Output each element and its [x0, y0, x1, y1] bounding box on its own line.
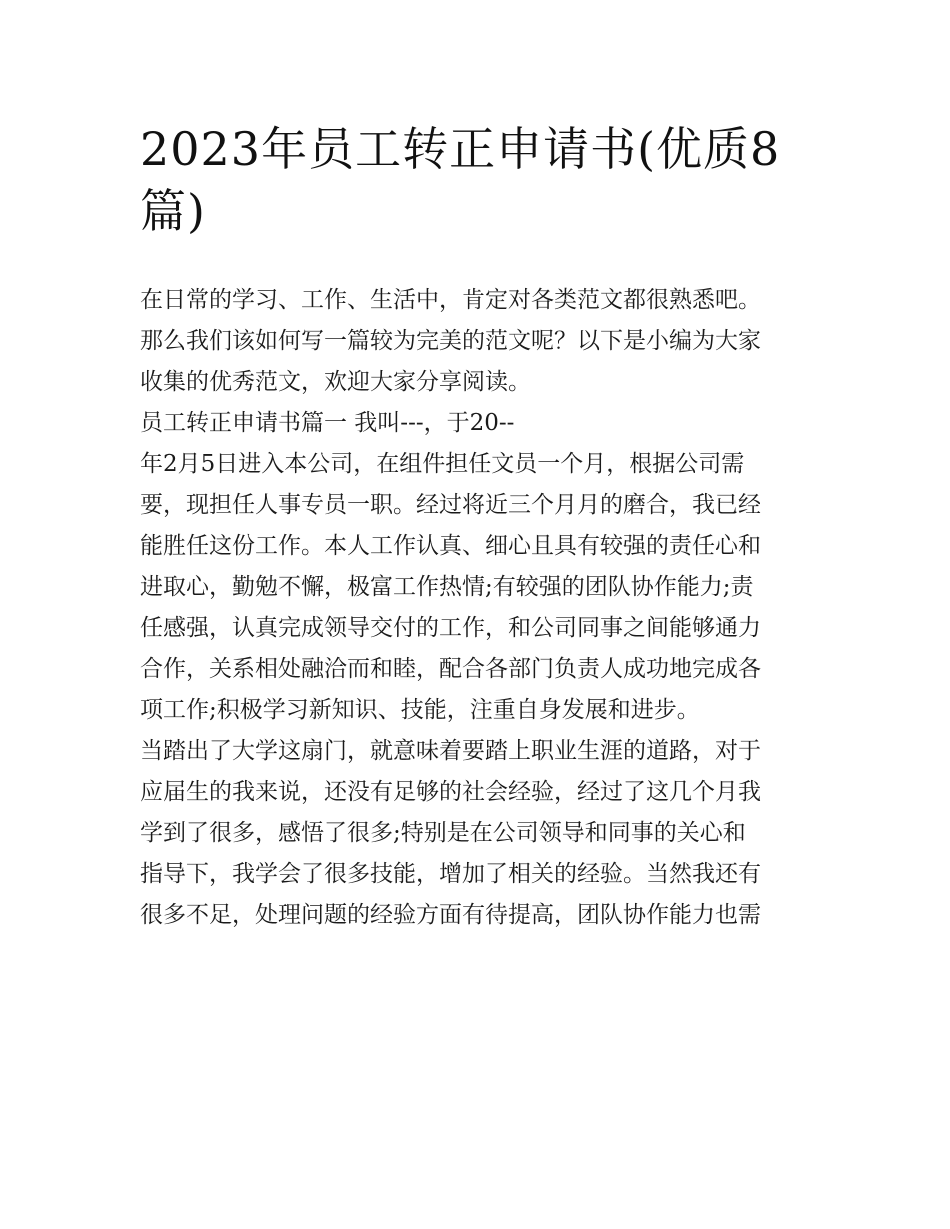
body-line: 项工作;积极学习新知识、技能，注重自身发展和进步。 — [140, 697, 700, 723]
body-line: 年2月5日进入本公司，在组件担任文员一个月，根据公司需 — [140, 451, 745, 477]
body-line: 那么我们该如何写一篇较为完美的范文呢？以下是小编为大家 — [140, 328, 761, 354]
body-line: 合作，关系相处融洽而和睦，配合各部门负责人成功地完成各 — [140, 656, 761, 682]
body-line: 员工转正申请书篇一 我叫---，于20-- — [140, 410, 515, 436]
body-line: 任感强，认真完成领导交付的工作，和公司同事之间能够通力 — [140, 615, 761, 641]
document-body — [140, 280, 820, 936]
title-line: 2023年员工转正申请书(优质8 — [140, 122, 781, 176]
body-line: 当踏出了大学这扇门，就意味着要踏上职业生涯的道路，对于 — [140, 738, 761, 764]
body-line: 在日常的学习、工作、生活中，肯定对各类范文都很熟悉吧。 — [140, 287, 761, 313]
body-line: 应届生的我来说，还没有足够的社会经验，经过了这几个月我 — [140, 779, 761, 805]
body-line: 要，现担任人事专员一职。经过将近三个月月的磨合，我已经 — [140, 492, 761, 518]
body-line: 能胜任这份工作。本人工作认真、细心且具有较强的责任心和 — [140, 533, 761, 559]
body-line: 学到了很多，感悟了很多;特别是在公司领导和同事的关心和 — [140, 820, 746, 846]
body-line: 收集的优秀范文，欢迎大家分享阅读。 — [140, 369, 531, 395]
body-line: 指导下，我学会了很多技能，增加了相关的经验。当然我还有 — [140, 861, 761, 887]
body-line: 进取心，勤勉不懈，极富工作热情;有较强的团队协作能力;责 — [140, 574, 754, 600]
document-title — [140, 118, 820, 242]
title-line: 篇) — [140, 184, 206, 238]
body-line: 很多不足，处理问题的经验方面有待提高，团队协作能力也需 — [140, 902, 761, 928]
